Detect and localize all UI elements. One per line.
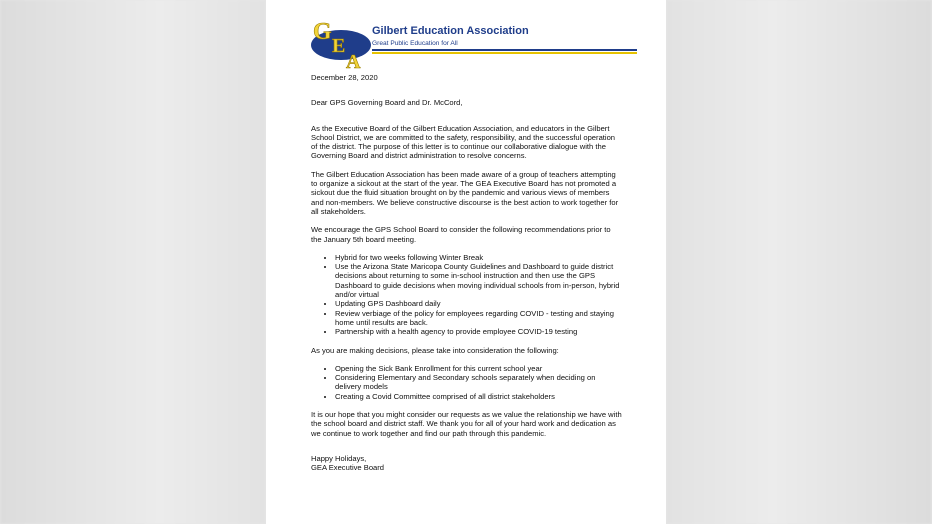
gea-logo-icon [310,16,374,70]
blurred-background-left [0,0,266,524]
letterhead-rule-navy [372,49,637,51]
blurred-background-right [666,0,932,524]
svg-text:A: A [346,51,361,70]
paragraph-sickout: The Gilbert Education Association has been made aware of a group of teachers attempting to organize a sickout at the start of the year. The GEA Executive Board has not promoted a sickout due the fluid situation brought on by the pandemic and various views of members and non-members. We believe constructive discourse is the best action to work together for all stakeholders. [311,169,619,216]
list-item: • Partnership with a health agency to provide employee COVID-19 testing [335,327,623,336]
letterhead [310,16,640,70]
letter-page [266,0,666,524]
list-item: • Updating GPS Dashboard daily [335,299,623,308]
letter-signature: GEA Executive Board [311,463,385,473]
svg-text:G: G [313,19,332,45]
letter-body [311,73,623,473]
list-item: • Review verbiage of the policy for employees regarding COVID - testing and staying home until results are back. [335,309,623,328]
svg-text:E: E [332,35,346,57]
organization-tagline: Great Public Education for All [372,40,458,47]
letter-closing: Happy Holidays, [311,453,367,463]
list-item: • Opening the Sick Bank Enrollment for this current school year [335,364,623,373]
letter-salutation: Dear GPS Governing Board and Dr. McCord, [311,98,463,108]
considerations-list [311,364,623,401]
letter-date: December 28, 2020 [311,73,378,82]
list-item: • Hybrid for two weeks following Winter Break [335,253,623,262]
list-item: • Use the Arizona State Maricopa County Guidelines and Dashboard to guide district decisions about returning to some in-school instruction and then use the GPS Dashboard to guide decisions when moving individual schools from in-person, hybrid and/or virtual [335,262,623,299]
recommendations-list [311,253,623,337]
letterhead-rule-gold [372,52,637,54]
paragraph-closing-remarks: It is our hope that you might consider our requests as we value the relationship we have with the school board and district staff. We thank you for all of your hard work and dedication as we continue to work together and find our path through this pandemic. [311,410,622,438]
organization-name: Gilbert Education Association [372,25,529,37]
paragraph-intro: As the Executive Board of the Gilbert Education Association, and educators in the Gilbert School District, we are committed to the safety, responsibility, and the successful operation of the district. The purpose of this letter is to continue our collaborative dialogue with the Governing Board and district administration to resolve concerns. [311,123,616,161]
paragraph-considerations-intro: As you are making decisions, please take into consideration the following: [311,345,559,355]
list-item: • Considering Elementary and Secondary schools separately when deciding on delivery models [335,373,623,392]
list-item: • Creating a Covid Committee comprised of all district stakeholders [335,392,623,401]
paragraph-recommendations-intro: We encourage the GPS School Board to consider the following recommendations prior to the January 5th board meeting. [311,225,611,244]
